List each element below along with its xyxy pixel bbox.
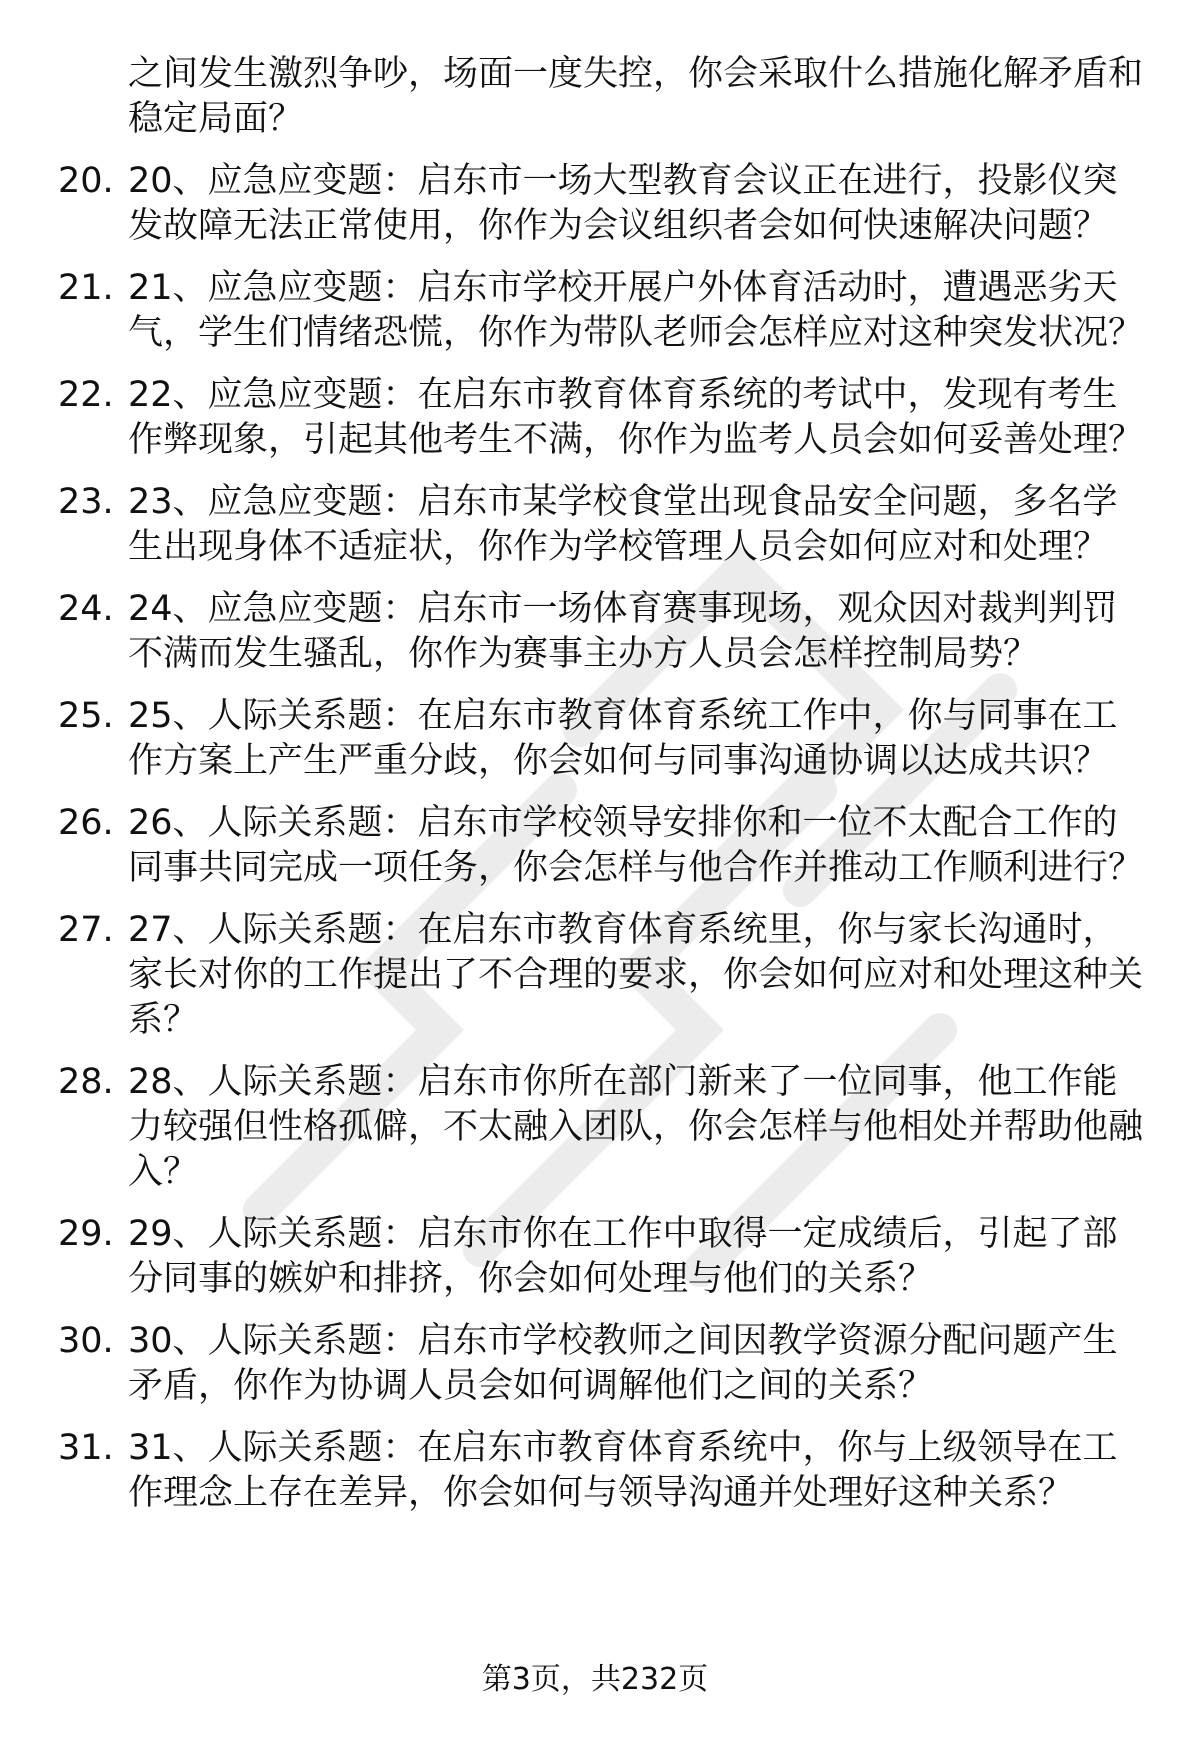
page-content [58,52,1148,1533]
list-item [58,587,1148,677]
question-number: 27. [58,910,114,950]
question-number: 30. [58,1321,114,1361]
list-item [58,1060,1148,1195]
list-item [58,908,1148,1043]
question-number: 23. [58,482,114,522]
question-text: 28、人际关系题：启东市你所在部门新来了一位同事，他工作能力较强但性格孤僻，不太融入团队，你会怎样与他相处并帮助他融入？ [128,1062,1144,1192]
list-item [58,373,1148,463]
question-number: 31. [58,1428,114,1468]
question-number: 21. [58,268,114,308]
continued-question-text: 之间发生激烈争吵，场面一度失控，你会采取什么措施化解矛盾和稳定局面？ [128,54,1144,139]
question-text: 23、应急应变题：启东市某学校食堂出现食品安全问题，多名学生出现身体不适症状，你作为学校管理人员会如何应对和处理？ [128,482,1118,567]
question-number: 26. [58,803,114,843]
question-number: 28. [58,1062,114,1102]
question-text: 31、人际关系题：在启东市教育体育系统中，你与上级领导在工作理念上存在差异，你会如何与领导沟通并处理好这种关系？ [128,1428,1118,1513]
list-item [58,159,1148,249]
question-number: 29. [58,1214,114,1254]
question-number: 25. [58,696,114,736]
list-item [58,694,1148,784]
question-text: 30、人际关系题：启东市学校教师之间因教学资源分配问题产生矛盾，你作为协调人员会如何调解他们之间的关系？ [128,1321,1118,1406]
list-item [58,801,1148,891]
question-text: 24、应急应变题：启东市一场体育赛事现场，观众因对裁判判罚不满而发生骚乱，你作为赛事主办方人员会怎样控制局势？ [128,589,1118,674]
page-footer [0,1660,1190,1700]
question-list [58,159,1148,1516]
question-text: 22、应急应变题：在启东市教育体育系统的考试中，发现有考生作弊现象，引起其他考生不满，你作为监考人员会如何妥善处理？ [128,375,1144,460]
question-text: 27、人际关系题：在启东市教育体育系统里，你与家长沟通时，家长对你的工作提出了不合理的要求，你会如何应对和处理这种关系？ [128,910,1144,1040]
question-number: 20. [58,161,114,201]
question-text: 25、人际关系题：在启东市教育体育系统工作中，你与同事在工作方案上产生严重分歧，你会如何与同事沟通协调以达成共识？ [128,696,1118,781]
list-item [58,266,1148,356]
list-item [58,480,1148,570]
list-item [58,1319,1148,1409]
question-text: 29、人际关系题：启东市你在工作中取得一定成绩后，引起了部分同事的嫉妒和排挤，你会如何处理与他们的关系？ [128,1214,1118,1299]
list-item [58,1212,1148,1302]
question-number: 22. [58,375,114,415]
question-text: 20、应急应变题：启东市一场大型教育会议正在进行，投影仪突发故障无法正常使用，你作为会议组织者会如何快速解决问题？ [128,161,1118,246]
question-text: 21、应急应变题：启东市学校开展户外体育活动时，遭遇恶劣天气，学生们情绪恐慌，你作为带队老师会怎样应对这种突发状况？ [128,268,1144,353]
question-text: 26、人际关系题：启东市学校领导安排你和一位不太配合工作的同事共同完成一项任务，你会怎样与他合作并推动工作顺利进行？ [128,803,1144,888]
page-number-label: 第3页，共232页 [481,1662,709,1697]
list-item [58,1426,1148,1516]
question-number: 24. [58,589,114,629]
